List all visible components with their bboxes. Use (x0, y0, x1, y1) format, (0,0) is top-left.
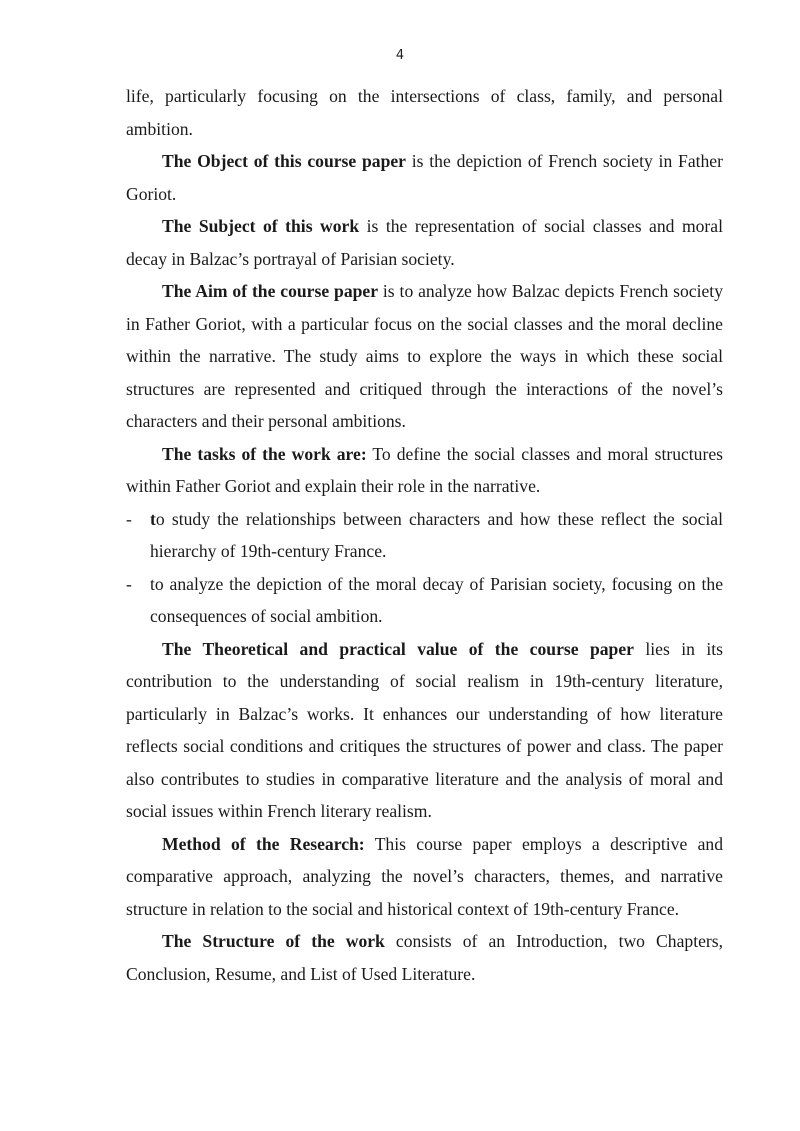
list-item (126, 568, 723, 633)
value-text: lies in its contribution to the understanding of social realism in 19th-century literature, particularly in Balzac’s works. It enhances our understanding of how literature reflects social conditions and critiques the structures of power and class. The paper also contributes to studies in comparative literature and the analysis of moral and social issues within French literary realism. (126, 638, 724, 821)
intro-text: life, particularly focusing on the intersections of class, family, and personal ambition. (126, 86, 723, 139)
subject-label: The Subject of this work (162, 216, 360, 236)
aim-text: is to analyze how Balzac depicts French society in Father Goriot, with a particular focus on the social classes and the moral decline within the narrative. The study aims to explore the ways in which these social structures are represented and critiqued through the interactions of the novel’s characters and their personal ambitions. (126, 281, 723, 431)
object-paragraph (126, 145, 723, 210)
aim-label: The Aim of the course paper (162, 281, 379, 301)
list-item-text: o study the relationships between characters and how these reflect the social hierarchy of 19th-century France. (150, 508, 723, 561)
value-paragraph (126, 633, 723, 828)
list-item (126, 503, 723, 568)
aim-paragraph (126, 275, 723, 438)
structure-paragraph (126, 925, 723, 990)
document-body (126, 80, 723, 990)
method-paragraph (126, 828, 723, 926)
subject-text: is the representation of social classes and moral decay in Balzac’s portrayal of Parisian society. (126, 216, 723, 269)
intro-paragraph (126, 80, 723, 145)
object-label: The Object of this course paper (162, 151, 406, 171)
value-label: The Theoretical and practical value of the course paper (162, 638, 634, 659)
page-number: 4 (395, 48, 405, 63)
structure-text: consists of an Introduction, two Chapters, Conclusion, Resume, and List of Used Literature. (126, 931, 723, 984)
tasks-text: To define the social classes and moral structures within Father Goriot and explain their role in the narrative. (126, 443, 723, 496)
list-item-text: to analyze the depiction of the moral decay of Parisian society, focusing on the consequences of social ambition. (150, 573, 723, 626)
list-dash: - (126, 508, 132, 529)
tasks-list (126, 503, 723, 633)
method-text: This course paper employs a descriptive and comparative approach, analyzing the novel’s characters, themes, and narrative structure in relation to the social and historical context of 19th-century France. (126, 833, 723, 919)
tasks-label: The tasks of the work are: (162, 443, 367, 464)
list-item-bold-letter: t (150, 508, 156, 529)
tasks-paragraph (126, 438, 723, 503)
method-label: Method of the Research: (162, 833, 365, 854)
structure-label: The Structure of the work (162, 931, 385, 951)
subject-paragraph (126, 210, 723, 275)
object-text: is the depiction of French society in Father Goriot. (126, 151, 723, 204)
list-dash: - (126, 573, 132, 594)
